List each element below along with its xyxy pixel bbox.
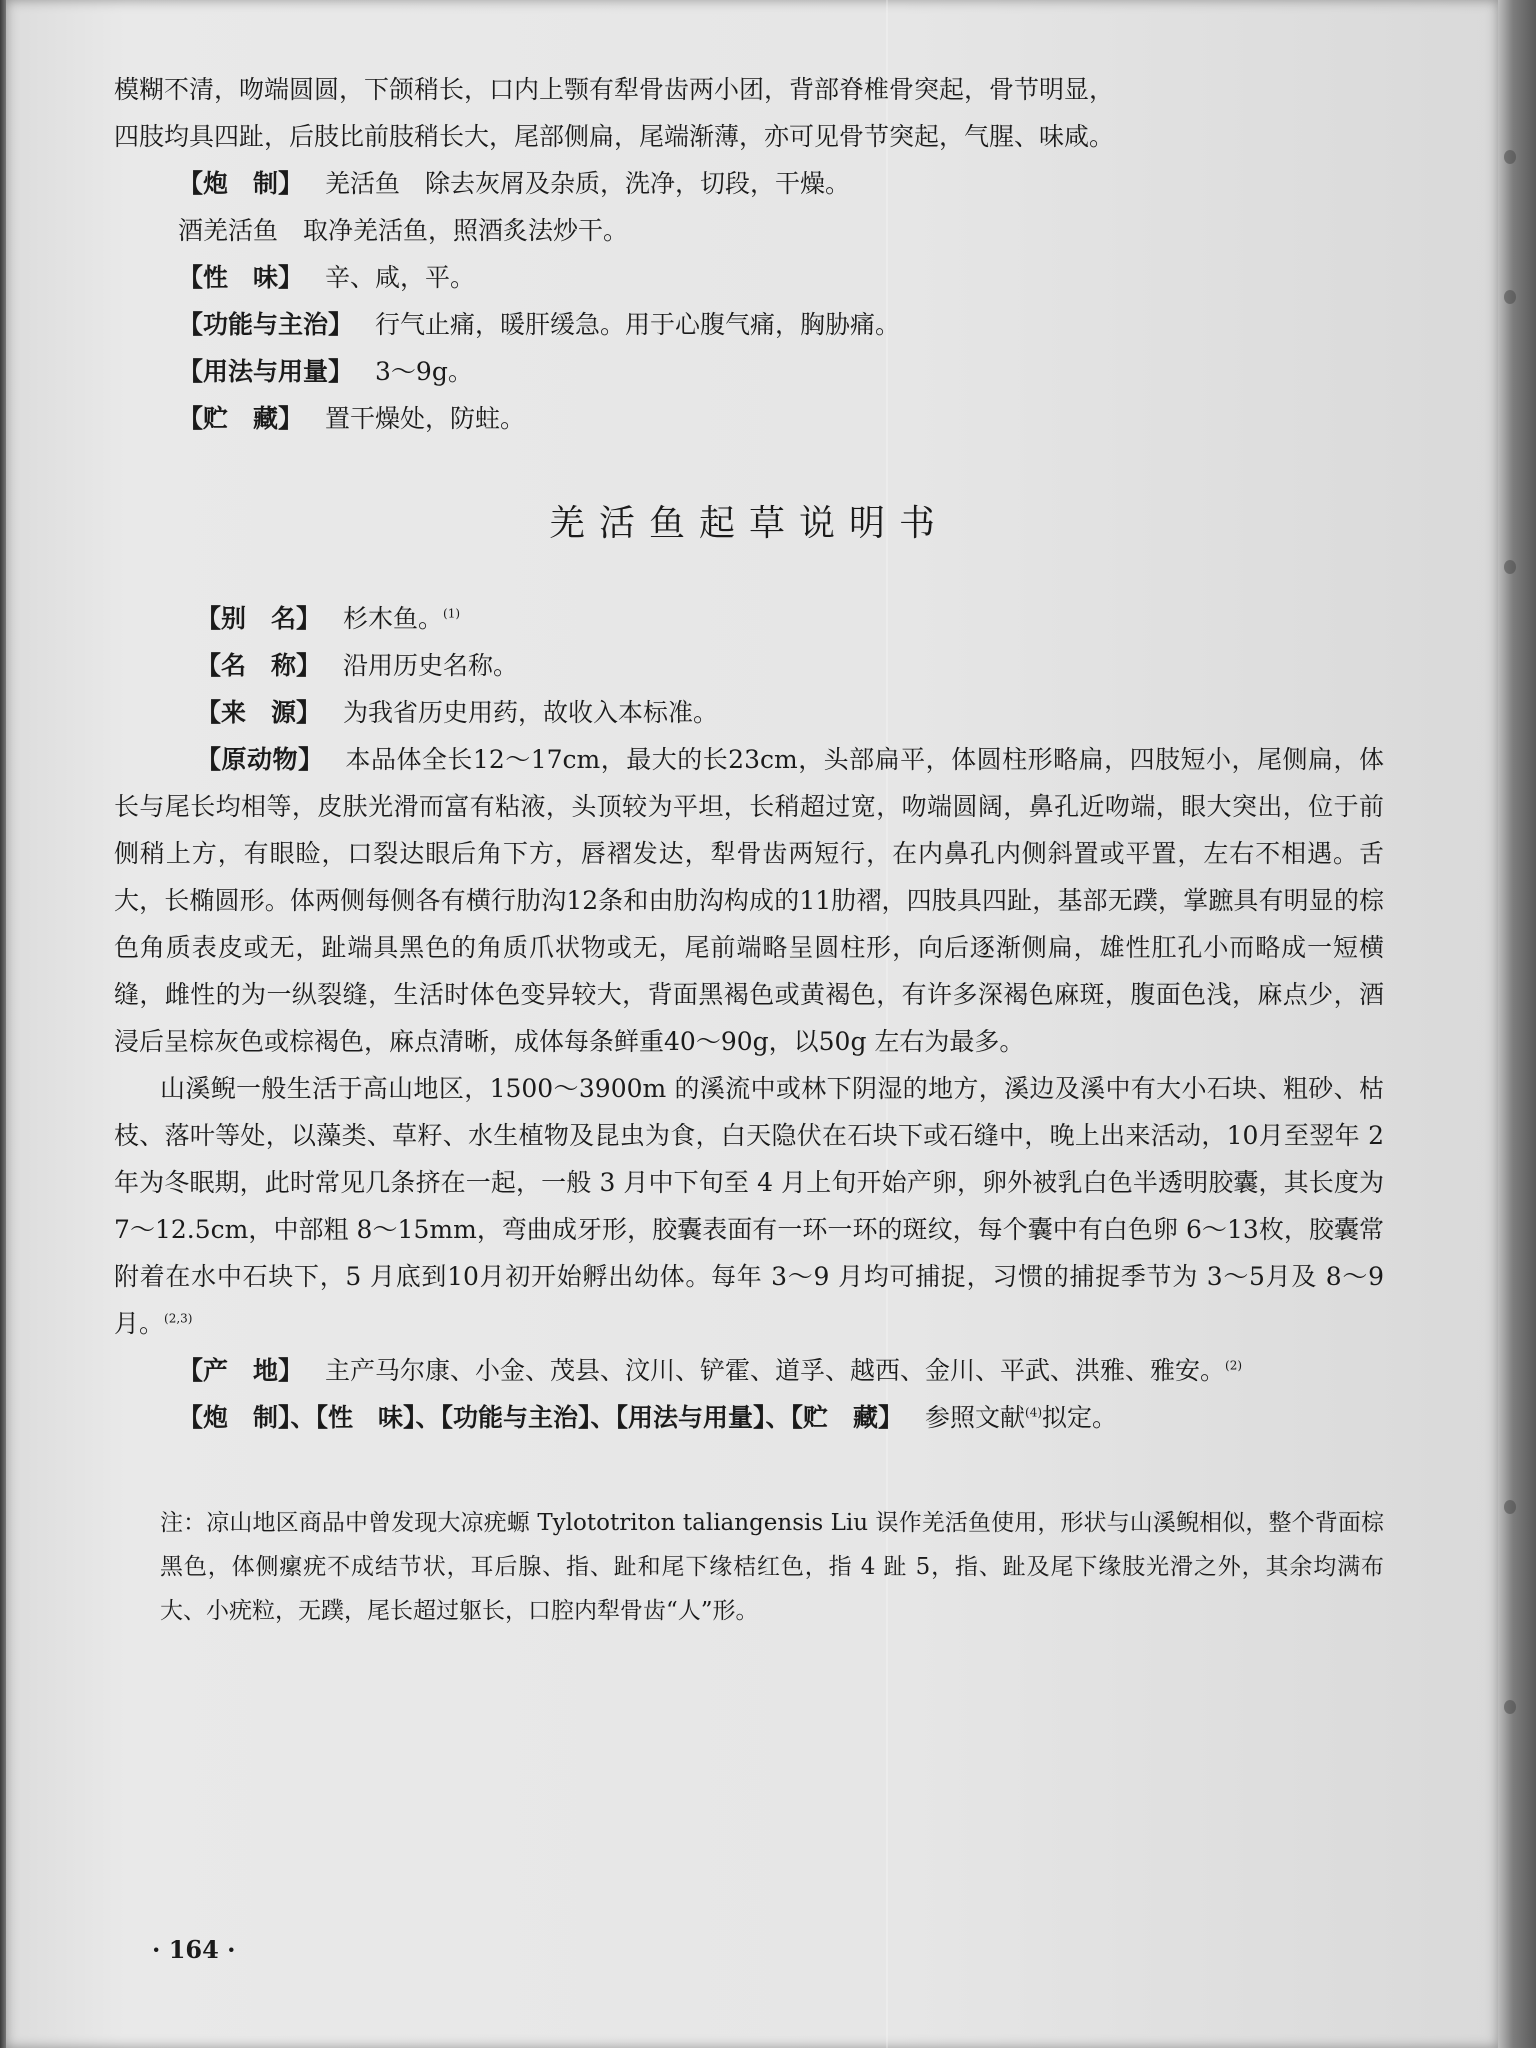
entry-text: 主产马尔康、小金、茂县、汶川、铲霍、道孚、越西、金川、平武、洪雅、雅安。 <box>325 1356 1226 1385</box>
binding-hole <box>1504 560 1516 574</box>
entry-text: 羌活鱼 除去灰屑及杂质，洗净，切段，干燥。 <box>325 169 851 198</box>
entry-text: 辛、咸，平。 <box>325 263 476 292</box>
binding-hole <box>1504 1500 1516 1514</box>
entry-label: 【来 源】 <box>196 698 322 727</box>
entry-jiu: 酒羌活鱼 取净羌活鱼，照酒炙法炒干。 <box>178 216 629 245</box>
entry-label: 【产 地】 <box>178 1356 304 1385</box>
page-content <box>114 66 1384 1656</box>
entry-text-tail: 拟定。 <box>1042 1403 1118 1432</box>
reference-marker: (2,3) <box>164 1311 193 1326</box>
entry-xingwei <box>114 254 1384 301</box>
entry-text: 3～9g。 <box>375 357 473 386</box>
binding-hole <box>1504 150 1516 164</box>
entry-text: 沿用历史名称。 <box>343 651 519 680</box>
binding-hole <box>1504 290 1516 304</box>
entry-yongfa <box>114 348 1384 395</box>
entry-gongneng <box>114 301 1384 348</box>
entry-mingcheng <box>114 642 1384 689</box>
entry-label: 【别 名】 <box>196 604 322 633</box>
entry-label: 【原动物】 <box>196 745 324 774</box>
entry-laiyuan <box>114 689 1384 736</box>
entry-label: 【炮 制】、【性 味】、【功能与主治】、【用法与用量】、【贮 藏】 <box>178 1403 904 1432</box>
entry-text: 行气止痛，暖肝缓急。用于心腹气痛，胸胁痛。 <box>375 310 901 339</box>
habitat-text: 山溪鲵一般生活于高山地区，1500～3900m 的溪流中或林下阴湿的地方，溪边及溪中有大小石块、粗砂、枯枝、落叶等处，以藻类、草籽、水生植物及昆虫为食，白天隐伏在石块下或石缝中，晚上出来活动，10月至翌年 2 年为冬眠期，此时常见几条挤在一起，一般 3 月中下旬至 4 月上旬开始产卵，卵外被乳白色半透明胶囊，其长度为 7～12.5cm，中部粗 8～15mm，弯曲成牙形，胶囊表面有一环一环的斑纹，每个囊中有白色卵 6～13枚，胶囊常附着在水中石块下，5 月底到10月初开始孵出幼体。每年 3～9 月均可捕捉，习惯的捕捉季节为 3～5月及 8～9 月。 <box>114 1074 1384 1338</box>
page-number: · 164 · <box>152 1935 236 1964</box>
entry-reference-line <box>114 1394 1384 1441</box>
entry-label: 【贮 藏】 <box>178 404 304 433</box>
entry-label: 【性 味】 <box>178 263 304 292</box>
entry-text: 杉木鱼。 <box>343 604 444 633</box>
entry-text: 置干燥处，防蛀。 <box>325 404 526 433</box>
entry-zhucang <box>114 395 1384 442</box>
entry-yuandongwu <box>114 736 1384 1065</box>
entry-label: 【名 称】 <box>196 651 322 680</box>
footnote: 注：凉山地区商品中曾发现大凉疣螈 Tylototriton taliangensis Liu 误作羌活鱼使用，形状与山溪鲵相似，整个背面棕黑色，体侧瘰疣不成结节状，耳后腺、指、趾和尾下缘桔红色，指 4 趾 5，指、趾及尾下缘肢光滑之外，其余均满布大、小疣粒，无蹼，尾长超过躯长，口腔内犁骨齿“人”形。 <box>160 1510 1384 1624</box>
book-page <box>6 0 1498 2048</box>
entry-chandi <box>114 1347 1384 1394</box>
entry-label: 【炮 制】 <box>178 169 304 198</box>
entry-label: 【功能与主治】 <box>178 310 354 339</box>
entry-text: 为我省历史用药，故收入本标准。 <box>343 698 719 727</box>
entry-text: 本品体全长12～17cm，最大的长23cm，头部扁平，体圆柱形略扁，四肢短小，尾侧扁，体长与尾长均相等，皮肤光滑而富有粘液，头顶较为平坦，长稍超过宽，吻端圆阔，鼻孔近吻端，眼大突出，位于前侧稍上方，有眼睑，口裂达眼后角下方，唇褶发达，犁骨齿两短行，在内鼻孔内侧斜置或平置，左右不相遇。舌大，长椭圆形。体两侧每侧各有横行肋沟12条和由肋沟构成的11肋褶，四肢具四趾，基部无蹼，掌蹠具有明显的棕色角质表皮或无，趾端具黑色的角质爪状物或无，尾前端略呈圆柱形，向后逐渐侧扁，雄性肛孔小而略成一短横缝，雌性的为一纵裂缝，生活时体色变异较大，背面黑褐色或黄褐色，有许多深褐色麻斑，腹面色浅，麻点少，酒浸后呈棕灰色或棕褐色，麻点清晰，成体每条鲜重40～90g，以50g 左右为最多。 <box>114 745 1384 1056</box>
continuation-line-1: 模糊不清，吻端圆圆，下颌稍长，口内上颚有犁骨齿两小团，背部脊椎骨突起，骨节明显， <box>114 75 1115 104</box>
entry-paozhi <box>114 160 1384 207</box>
reference-marker: (1) <box>443 606 461 621</box>
section-title: 羌活鱼起草说明书 <box>548 503 949 544</box>
binding-hole <box>1504 1700 1516 1714</box>
entry-label: 【用法与用量】 <box>178 357 354 386</box>
habitat-paragraph <box>114 1065 1384 1347</box>
entry-bieming <box>114 595 1384 642</box>
entry-text: 参照文献 <box>925 1403 1026 1432</box>
reference-marker: (2) <box>1225 1358 1243 1373</box>
page-edge-right <box>1498 0 1536 2048</box>
reference-marker: (4) <box>1025 1405 1043 1420</box>
continuation-line-2: 四肢均具四趾，后肢比前肢稍长大，尾部侧扁，尾端渐薄，亦可见骨节突起，气腥、味咸。 <box>114 122 1115 151</box>
